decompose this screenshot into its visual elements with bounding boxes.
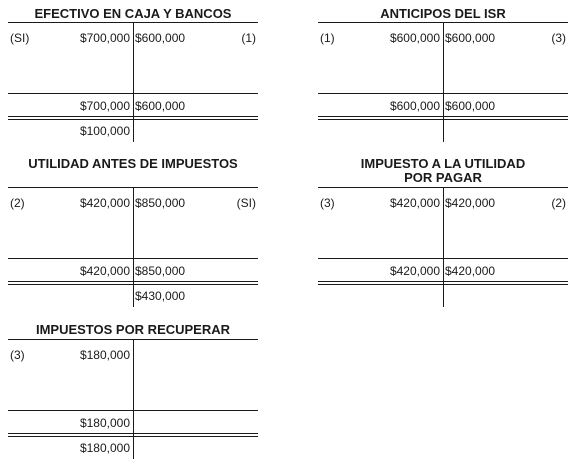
debit-total: $180,000 (79, 416, 130, 430)
debit-ref: (1) (320, 31, 335, 45)
debit-amount: $180,000 (79, 348, 130, 362)
debit-ref: (2) (10, 196, 25, 210)
account-title: EFECTIVO EN CAJA Y BANCOS (34, 6, 232, 21)
debit-balance: $100,000 (79, 124, 130, 138)
double-rule-bottom (8, 436, 258, 437)
double-rule-bottom (8, 119, 258, 120)
debit-amount: $700,000 (79, 31, 130, 45)
account-title-line-1: IMPUESTO A LA UTILIDAD (360, 156, 526, 171)
credit-balance: $430,000 (135, 289, 186, 303)
credit-total: $600,000 (135, 99, 186, 113)
debit-amount: $600,000 (389, 31, 440, 45)
double-rule-bottom (8, 284, 258, 285)
account-title: ANTICIPOS DEL ISR (380, 6, 506, 21)
credit-total: $600,000 (445, 99, 496, 113)
totals-rule (8, 93, 258, 94)
double-rule-top (318, 116, 568, 117)
t-account-anticipos-isr (318, 0, 568, 142)
totals-rule (8, 410, 258, 411)
credit-ref: (2) (551, 196, 566, 210)
debit-ref: (SI) (10, 31, 30, 45)
double-rule-top (8, 433, 258, 434)
t-divider (133, 339, 134, 459)
credit-total: $420,000 (445, 264, 496, 278)
account-title: IMPUESTOS POR RECUPERAR (35, 322, 231, 337)
t-account-impuestos-por-recuperar (8, 316, 258, 459)
debit-amount: $420,000 (79, 196, 130, 210)
double-rule-top (8, 116, 258, 117)
credit-ref: (3) (551, 31, 566, 45)
credit-amount: $600,000 (445, 31, 496, 45)
credit-amount: $600,000 (135, 31, 186, 45)
t-divider (443, 187, 444, 307)
debit-total: $420,000 (79, 264, 130, 278)
totals-rule (8, 258, 258, 259)
credit-amount: $420,000 (445, 196, 496, 210)
debit-ref: (3) (320, 196, 335, 210)
double-rule-bottom (318, 284, 568, 285)
credit-amount: $850,000 (135, 196, 186, 210)
double-rule-top (318, 281, 568, 282)
debit-ref: (3) (10, 348, 25, 362)
t-divider (443, 22, 444, 142)
t-account-utilidad (8, 150, 258, 307)
totals-rule (318, 258, 568, 259)
debit-total: $600,000 (389, 99, 440, 113)
totals-rule (318, 93, 568, 94)
double-rule-top (8, 281, 258, 282)
double-rule-bottom (318, 119, 568, 120)
t-account-impuesto-por-pagar (318, 150, 568, 307)
debit-balance: $180,000 (79, 441, 130, 455)
t-divider (133, 22, 134, 142)
account-title-line-2: POR PAGAR (404, 170, 482, 185)
credit-total: $850,000 (135, 264, 186, 278)
debit-total: $420,000 (389, 264, 440, 278)
debit-total: $700,000 (79, 99, 130, 113)
t-divider (133, 187, 134, 307)
t-account-efectivo (8, 0, 258, 142)
credit-ref: (1) (241, 31, 256, 45)
credit-ref: (SI) (236, 196, 256, 210)
account-title: UTILIDAD ANTES DE IMPUESTOS (28, 156, 238, 171)
debit-amount: $420,000 (389, 196, 440, 210)
